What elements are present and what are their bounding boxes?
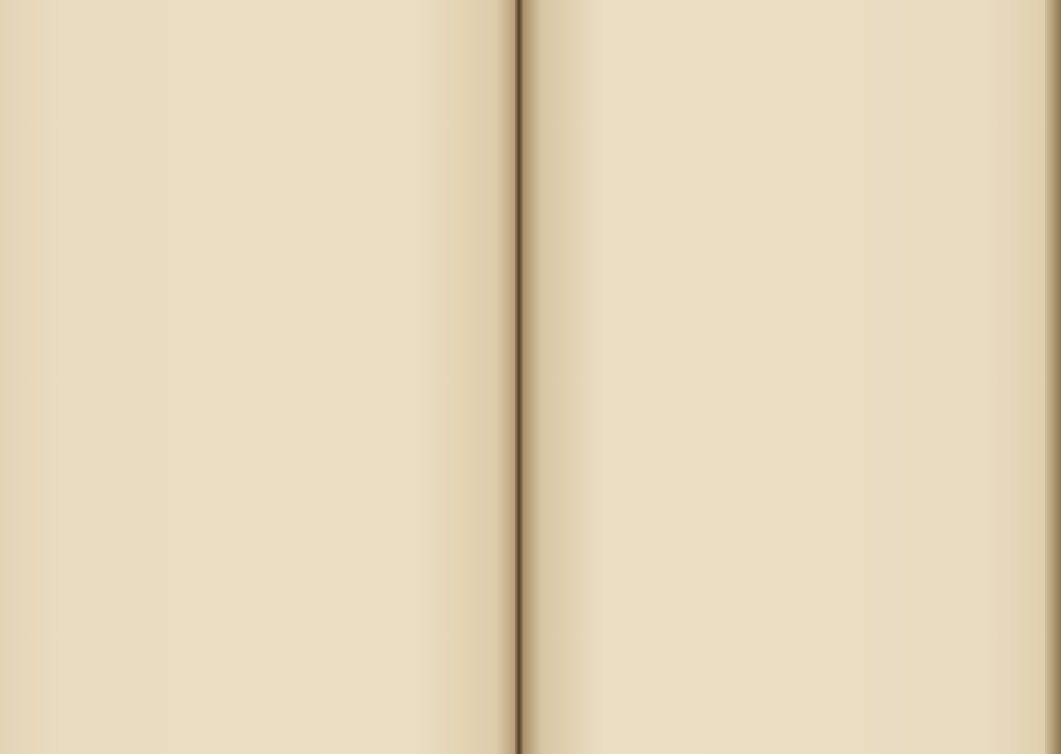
left-page [0, 0, 517, 754]
right-page [521, 0, 1045, 754]
book-gutter [515, 0, 523, 754]
page-edge [1045, 0, 1061, 754]
